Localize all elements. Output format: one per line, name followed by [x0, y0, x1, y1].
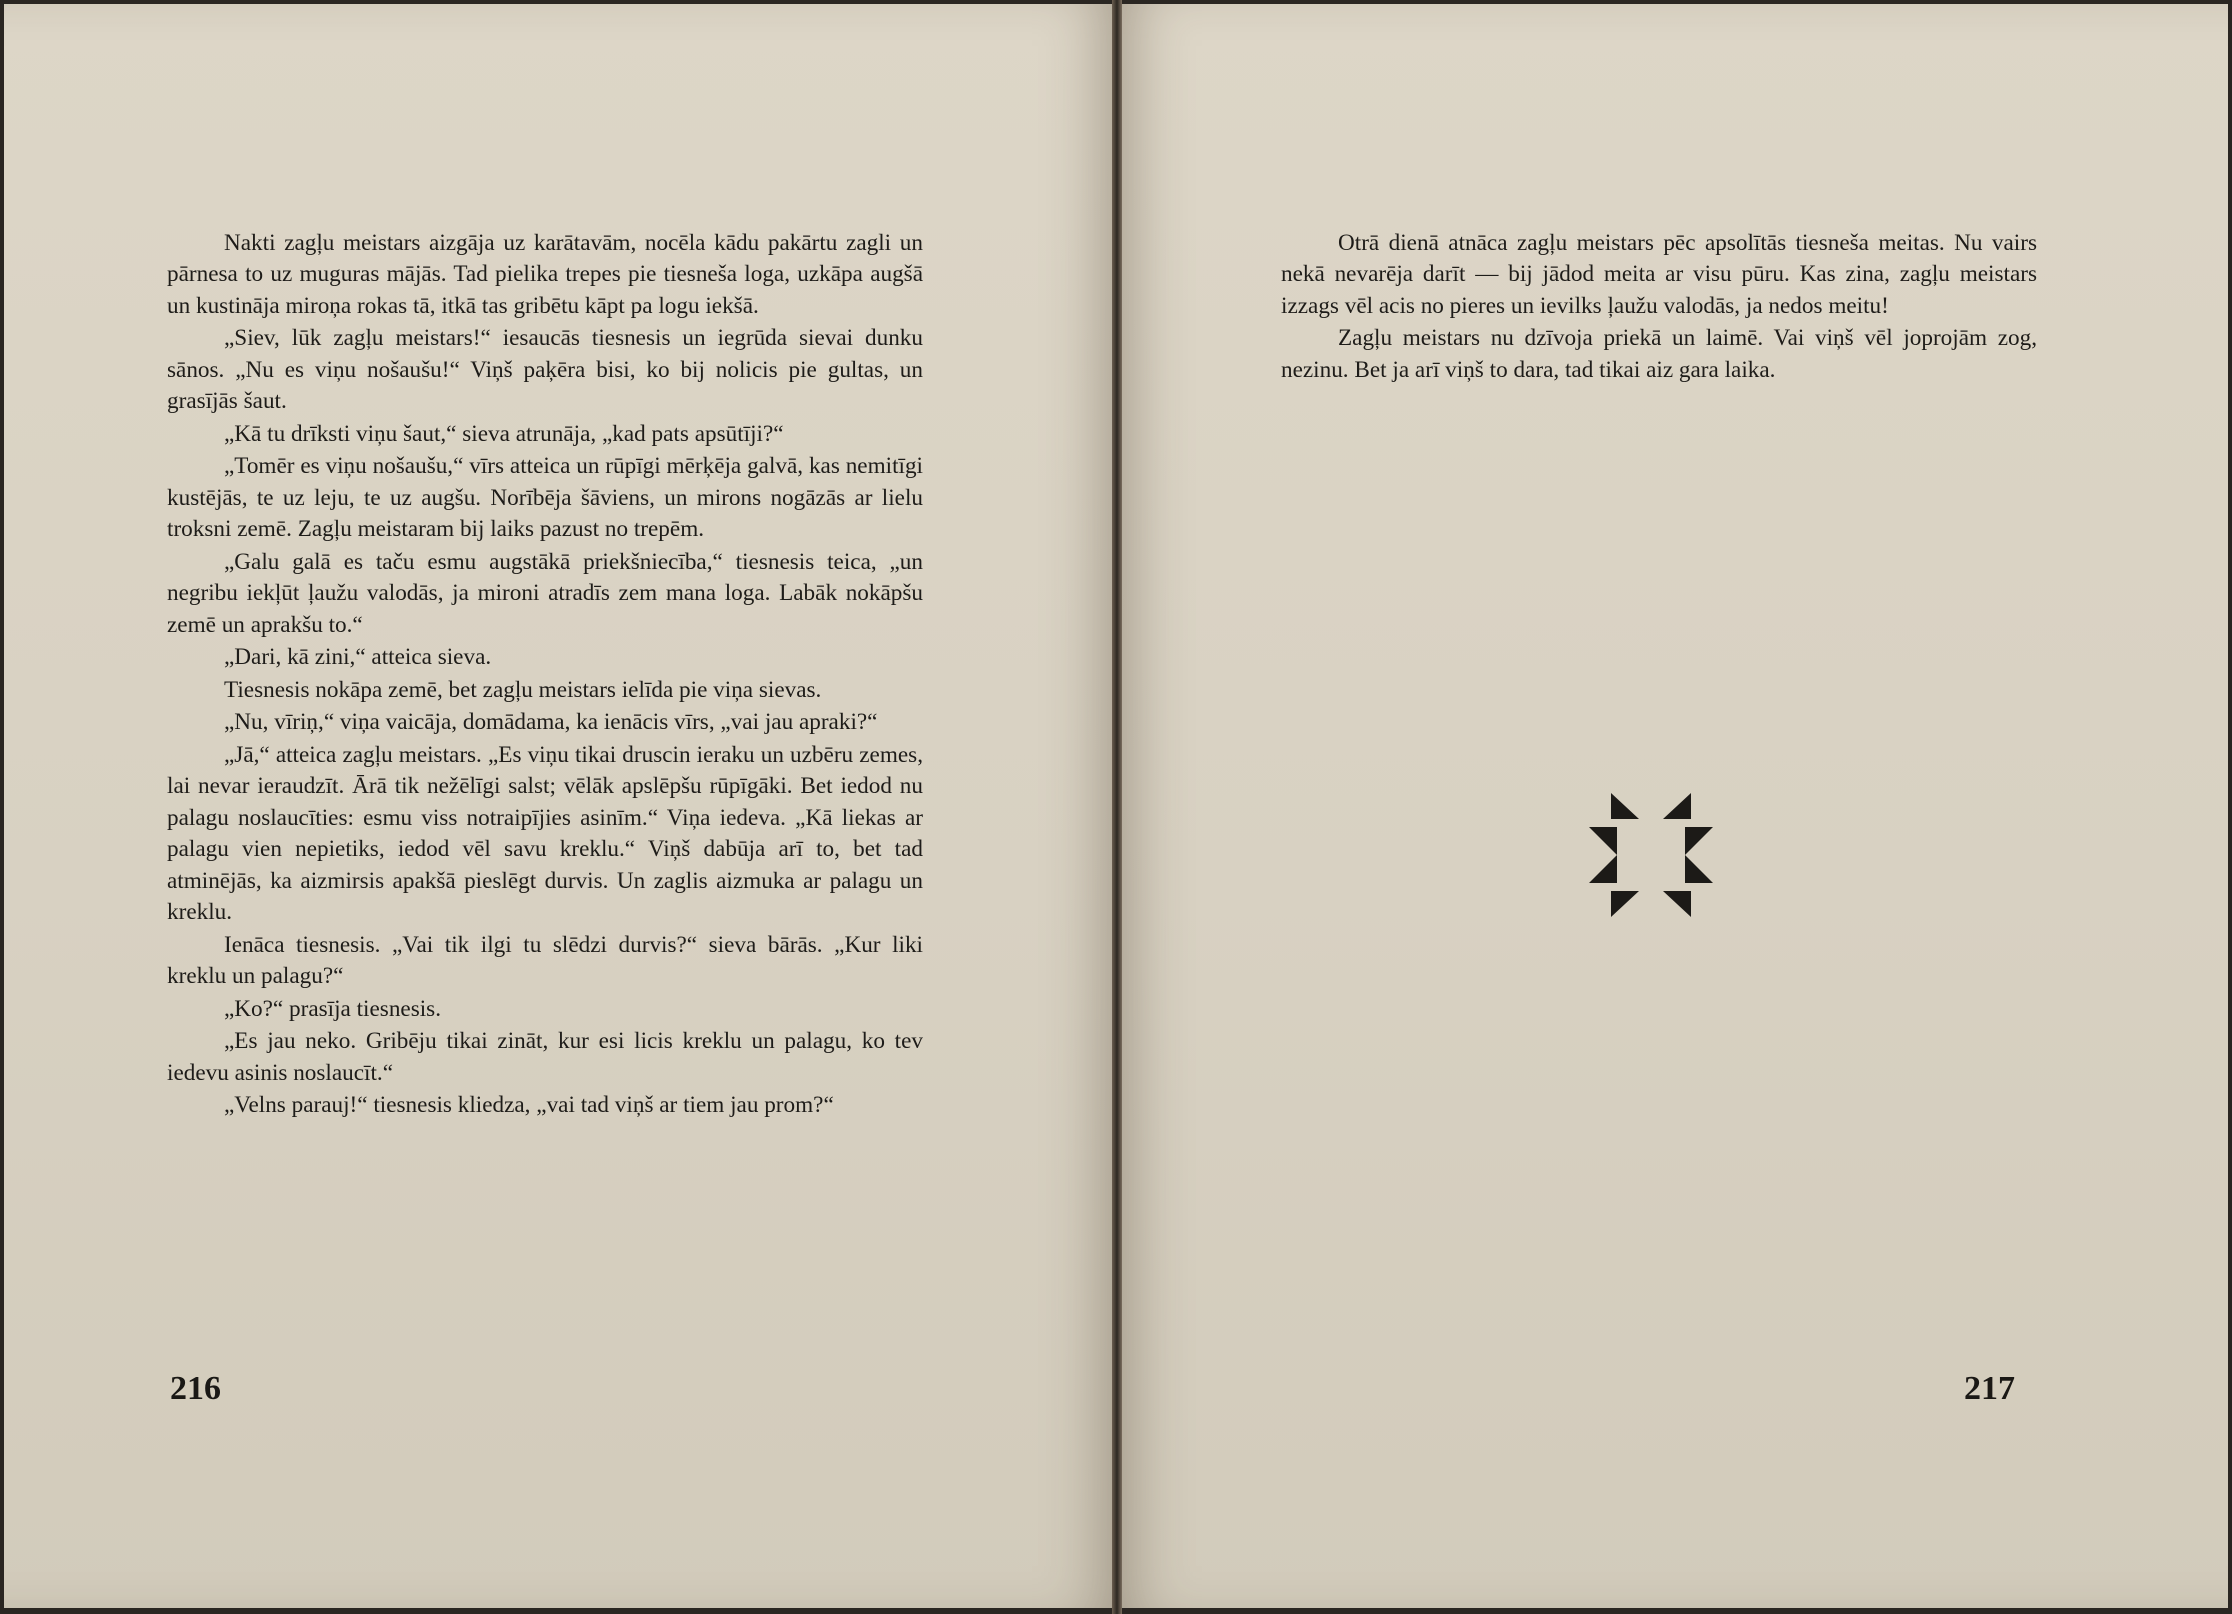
paragraph: Zagļu meistars nu dzīvoja priekā un laimē. Vai viņš vēl joprojām zog, nezinu. Bet ja arī viņš to dara, tad tikai aiz gara laika. [1281, 325, 2037, 383]
paragraph: „Kā tu drīksti viņu šaut,“ sieva atrunāja, „kad pats apsūtīji?“ [224, 420, 784, 447]
paragraph: „Ko?“ prasīja tiesnesis. [224, 995, 441, 1022]
paragraph: Nakti zagļu meistars aizgāja uz karātavām, nocēla kādu pakārtu zagli un pārnesa to uz muguras mājās. Tad pielika trepes pie tiesneša loga, uzkāpa augšā un kustināja miroņa rokas tā, itkā tas gribētu kāpt pa logu iekšā. [167, 230, 923, 319]
paragraph: Ienāca tiesnesis. „Vai tik ilgi tu slēdzi durvis?“ sieva bārās. „Kur liki kreklu un palagu?“ [167, 931, 923, 990]
book-gutter [1112, 0, 1122, 1614]
paragraph: Otrā dienā atnāca zagļu meistars pēc apsolītās tiesneša meitas. Nu vairs nekā nevarēja darīt — bij jādod meita ar visu pūru. Kas zina, zagļu meistars izzags vēl acis no pieres un ievilks ļaužu valodās, ja nedos meitu! [1281, 230, 2037, 319]
paragraph: „Siev, lūk zagļu meistars!“ iesaucās tiesnesis un iegrūda sievai dunku sānos. „Nu es viņu nošaušu!“ Viņš paķēra bisi, ko bij nolicis pie gultas, un grasījās šaut. [167, 325, 923, 415]
paragraph: „Nu, vīriņ,“ viņa vaicāja, domādama, ka ienācis vīrs, „vai jau apraki?“ [224, 709, 878, 736]
paragraph: „Galu galā es taču esmu augstākā priekšniecība,“ tiesnesis teica, „un negribu iekļūt ļaužu valodās, ja mironi atradīs zem mana loga. Labāk nokāpšu zemē un aprakšu to.“ [167, 548, 923, 638]
paragraph: „Velns parauj!“ tiesnesis kliedza, „vai tad viņš ar tiem jau prom?“ [224, 1092, 834, 1119]
page-number-left: 216 [170, 1370, 221, 1407]
left-page-text [167, 228, 923, 1123]
paragraph: Tiesnesis nokāpa zemē, bet zagļu meistars ielīda pie viņa sievas. [224, 676, 822, 703]
star-ornament-icon [1589, 793, 1713, 917]
paragraph: „Dari, kā zini,“ atteica sieva. [224, 644, 492, 671]
right-page-text [1281, 228, 2037, 387]
page-number-right: 217 [1964, 1370, 2015, 1407]
paragraph: „Jā,“ atteica zagļu meistars. „Es viņu tikai druscin ieraku un uzbēru zemes, lai nevar ieraudzīt. Ārā tik nežēlīgi salst; vēlāk apslēpšu rūpīgāki. Bet iedod nu palagu noslaucīties: esmu viss notraipījies asinīm.“ Viņa iedeva. „Kā liekas ar palagu vien nepietiks, iedod vēl savu kreklu.“ Viņš dabūja arī to, bet tad atminējās, ka aizmirsis apakšā pieslēgt durvis. Un zaglis aizmuka ar palagu un kreklu. [167, 742, 923, 926]
paragraph: „Tomēr es viņu nošaušu,“ vīrs atteica un rūpīgi mērķēja galvā, kas nemitīgi kustējās, te uz leju, te uz augšu. Norībēja šāviens, un mirons nogāzās ar lielu troksni zemē. Zagļu meistaram bij laiks pazust no trepēm. [167, 453, 923, 543]
paragraph: „Es jau neko. Gribēju tikai zināt, kur esi licis kreklu un palagu, ko tev iedevu asinis noslaucīt.“ [167, 1028, 923, 1086]
